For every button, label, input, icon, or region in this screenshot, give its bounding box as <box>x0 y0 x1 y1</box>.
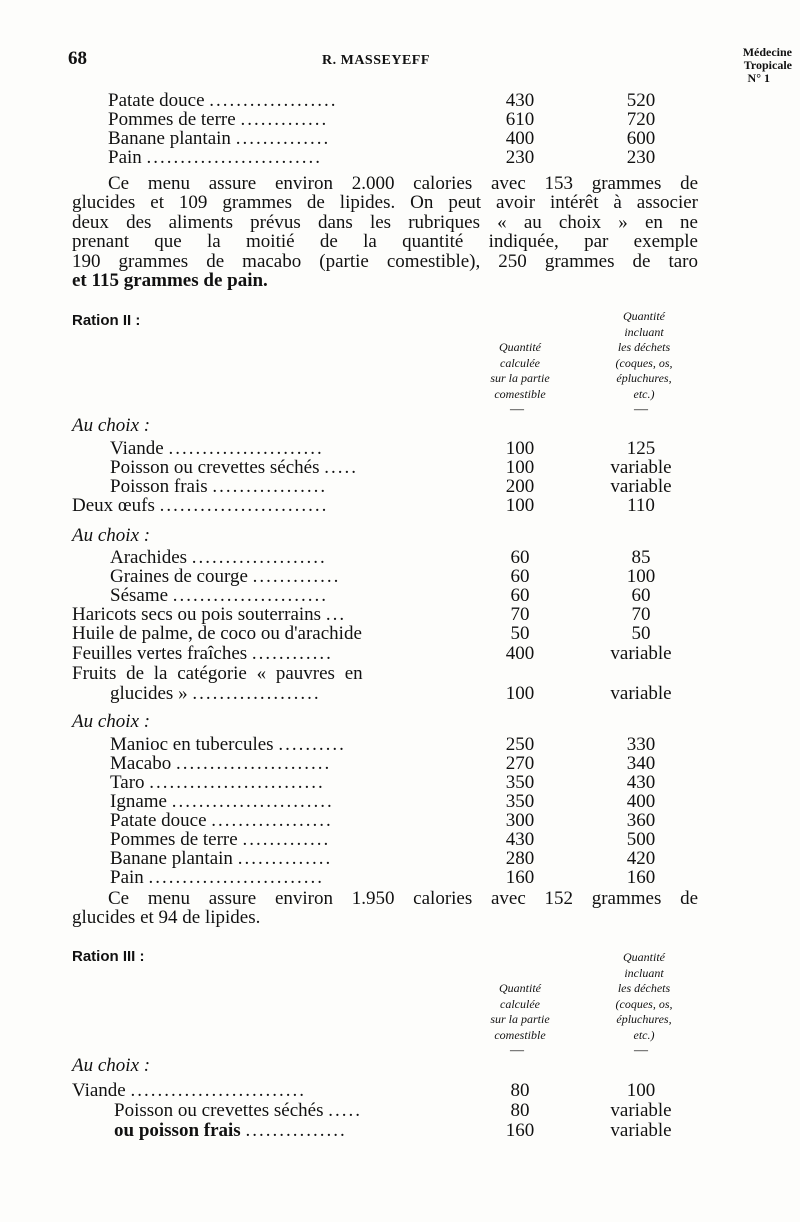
column-dash: — <box>510 402 524 417</box>
food-label: Banane plantain <box>108 128 231 149</box>
food-label: Taro <box>110 772 145 793</box>
paragraph-line: glucides et 109 grammes de lipides. On peut avoir intérêt à associer <box>72 192 698 214</box>
value-with-waste: 70 <box>631 604 651 625</box>
table-row <box>0 773 800 793</box>
value-with-waste: 100 <box>626 566 656 587</box>
table-row <box>0 735 800 755</box>
value-edible: 80 <box>510 1080 530 1101</box>
table-row <box>0 830 800 850</box>
leader-dots: .................... <box>191 547 327 568</box>
leader-dots: .......................... <box>148 867 325 888</box>
section-heading-ration-3: Ration III : <box>72 948 145 965</box>
value-edible: 430 <box>505 829 535 850</box>
leader-dots: ................... <box>209 90 338 111</box>
value-edible: 200 <box>505 476 535 497</box>
leader-dots: ... <box>325 604 347 625</box>
header-line: Quantité <box>499 340 541 354</box>
leader-dots: ....................... <box>175 753 332 774</box>
table-row <box>0 1081 800 1101</box>
header-line: (coques, os, <box>615 355 673 370</box>
value-with-waste: 330 <box>626 734 656 755</box>
food-label: Pain <box>108 147 142 168</box>
value-with-waste: 160 <box>626 867 656 888</box>
journal-name <box>692 46 792 85</box>
value-edible: 270 <box>505 753 535 774</box>
value-edible: 160 <box>505 867 535 888</box>
food-label: Fruits de la catégorie « pauvres en <box>72 663 363 684</box>
leader-dots: .......... <box>278 734 346 755</box>
paragraph-line: glucides et 94 de lipides. <box>72 907 261 929</box>
food-label: ou poisson frais <box>114 1120 241 1141</box>
value-edible: 280 <box>505 848 535 869</box>
table-row <box>0 868 800 888</box>
leader-dots: ................. <box>212 476 328 497</box>
header-line: épluchures, <box>616 1012 672 1026</box>
header-line: calculée <box>500 996 540 1011</box>
value-edible: 350 <box>505 791 535 812</box>
value-edible: 100 <box>505 683 535 704</box>
food-label: Sésame <box>110 585 169 606</box>
au-choix-label: Au choix : <box>72 525 151 546</box>
leader-dots: .............. <box>235 128 331 149</box>
table-row <box>0 496 800 516</box>
food-label: Huile de palme, de coco ou d'arachide <box>72 623 362 644</box>
value-with-waste: variable <box>610 476 672 497</box>
paragraph-line: et 115 grammes de pain. <box>72 269 268 291</box>
body-paragraph <box>72 889 698 928</box>
value-with-waste: 600 <box>626 128 656 149</box>
value-edible: 250 <box>505 734 535 755</box>
table-row <box>0 586 800 606</box>
header-line: incluant <box>624 324 664 339</box>
value-edible: 100 <box>505 495 535 516</box>
table-row <box>0 129 800 149</box>
food-label: Pommes de terre <box>108 109 236 130</box>
food-label: Macabo <box>110 753 172 774</box>
food-label: Poisson ou crevettes séchés <box>114 1100 324 1121</box>
value-with-waste: 125 <box>626 438 656 459</box>
leader-dots: ............ <box>251 643 333 664</box>
leader-dots: .................. <box>211 810 333 831</box>
value-with-waste: 100 <box>626 1080 656 1101</box>
value-with-waste: variable <box>610 1100 672 1121</box>
value-with-waste: 420 <box>626 848 656 869</box>
value-edible: 70 <box>510 604 530 625</box>
value-with-waste: 340 <box>626 753 656 774</box>
food-label: Manioc en tubercules <box>110 734 274 755</box>
food-label: Patate douce <box>108 90 205 111</box>
paragraph-line: Ce menu assure environ 1.950 calories avec 152 grammes de <box>108 888 698 909</box>
food-label: Pommes de terre <box>110 829 238 850</box>
table-row <box>0 605 800 625</box>
paragraph-line: 190 grammes de macabo (partie comestible), 250 grammes de taro <box>72 250 698 272</box>
leader-dots: ......................... <box>159 495 329 516</box>
food-label: Banane plantain <box>110 848 233 869</box>
header-line: etc.) <box>633 386 655 401</box>
value-with-waste: 720 <box>626 109 656 130</box>
column-header-edible <box>470 981 570 1043</box>
column-header-with-waste <box>586 950 702 1043</box>
header-line: incluant <box>624 965 664 980</box>
value-edible: 610 <box>505 109 535 130</box>
au-choix-label: Au choix : <box>72 1055 151 1076</box>
leader-dots: ............. <box>252 566 341 587</box>
table-row <box>0 792 800 812</box>
header-line: Quantité <box>499 981 541 995</box>
leader-dots: ............. <box>240 109 329 130</box>
value-with-waste: 60 <box>631 585 651 606</box>
value-with-waste: 230 <box>626 147 656 168</box>
value-with-waste: variable <box>610 643 672 664</box>
table-row <box>0 1101 800 1121</box>
table-row <box>0 664 800 684</box>
value-with-waste: variable <box>610 457 672 478</box>
value-edible: 430 <box>505 90 535 111</box>
value-with-waste: 520 <box>626 90 656 111</box>
leader-dots: ....................... <box>172 585 329 606</box>
running-header-author: R. MASSEYEFF <box>322 53 430 68</box>
food-label: Arachides <box>110 547 188 568</box>
food-label: Viande <box>110 438 164 459</box>
header-line: (coques, os, <box>615 996 673 1011</box>
header-line: Quantité <box>623 309 665 323</box>
value-edible: 350 <box>505 772 535 793</box>
column-dash: — <box>510 1043 524 1058</box>
food-label: Deux œufs <box>72 495 155 516</box>
header-line: comestible <box>494 1027 546 1042</box>
header-line: comestible <box>494 386 546 401</box>
journal-line: Tropicale <box>743 58 792 72</box>
page-number: 68 <box>68 48 87 69</box>
table-row <box>0 644 800 664</box>
leader-dots: ..... <box>324 457 358 478</box>
leader-dots: .......................... <box>146 147 323 168</box>
au-choix-label: Au choix : <box>72 711 151 732</box>
value-edible: 160 <box>505 1120 535 1141</box>
leader-dots: .......................... <box>130 1080 306 1101</box>
value-with-waste: variable <box>610 1120 672 1141</box>
header-line: épluchures, <box>616 371 672 385</box>
food-label: Igname <box>110 791 167 812</box>
column-dash: — <box>634 402 648 417</box>
leader-dots: ....................... <box>168 438 324 459</box>
value-edible: 60 <box>510 547 530 568</box>
value-with-waste: 50 <box>631 623 651 644</box>
value-edible: 60 <box>510 566 530 587</box>
food-label: glucides » <box>110 683 188 704</box>
table-row <box>0 439 800 459</box>
value-edible: 400 <box>505 128 535 149</box>
table-row <box>0 624 800 644</box>
table-row <box>0 811 800 831</box>
value-with-waste: 400 <box>626 791 656 812</box>
table-row <box>0 1121 800 1141</box>
value-edible: 400 <box>505 643 535 664</box>
food-label: Viande <box>72 1080 126 1101</box>
journal-line: Médecine <box>742 45 792 59</box>
column-dash: — <box>634 1043 648 1058</box>
table-row <box>0 849 800 869</box>
table-row <box>0 754 800 774</box>
value-with-waste: 430 <box>626 772 656 793</box>
header-line: les déchets <box>617 340 671 354</box>
value-with-waste: 110 <box>627 495 655 516</box>
header-line: les déchets <box>617 981 671 995</box>
leader-dots: .......................... <box>149 772 325 793</box>
au-choix-label: Au choix : <box>72 415 151 436</box>
table-row <box>0 567 800 587</box>
paragraph-line: prenant que la moitié de la quantité indiquée, par exemple <box>72 231 698 253</box>
value-edible: 100 <box>505 457 535 478</box>
table-row <box>0 110 800 130</box>
header-line: etc.) <box>633 1027 655 1042</box>
table-row <box>0 548 800 568</box>
leader-dots: ..... <box>328 1100 362 1121</box>
food-label: Poisson frais <box>110 476 208 497</box>
header-line: calculée <box>500 355 540 370</box>
value-with-waste: 85 <box>631 547 651 568</box>
food-label: Feuilles vertes fraîches <box>72 643 248 664</box>
paragraph-line: deux des aliments prévus dans les rubriques « au choix » en ne <box>72 211 698 233</box>
value-with-waste: 500 <box>626 829 656 850</box>
table-row <box>0 91 800 111</box>
food-label: Pain <box>110 867 144 888</box>
table-row <box>0 148 800 168</box>
paragraph-line: Ce menu assure environ 2.000 calories avec 153 grammes de <box>108 173 698 194</box>
value-edible: 100 <box>505 438 535 459</box>
header-line: Quantité <box>623 950 665 964</box>
value-edible: 60 <box>510 585 530 606</box>
table-row <box>0 477 800 497</box>
food-label: Graines de courge <box>110 566 248 587</box>
leader-dots: .............. <box>237 848 333 869</box>
leader-dots: ............. <box>242 829 331 850</box>
body-paragraph <box>72 174 698 290</box>
column-header-edible <box>470 340 570 402</box>
section-heading-ration-2: Ration II : <box>72 312 141 329</box>
header-line: sur la partie <box>490 371 550 385</box>
value-edible: 80 <box>510 1100 530 1121</box>
value-with-waste: 360 <box>626 810 656 831</box>
value-edible: 230 <box>505 147 535 168</box>
value-edible: 50 <box>510 623 530 644</box>
food-label: Poisson ou crevettes séchés <box>110 457 320 478</box>
header-line: sur la partie <box>490 1012 550 1026</box>
journal-issue: N° 1 <box>747 71 770 85</box>
food-label: Haricots secs ou pois souterrains <box>72 604 322 625</box>
table-row <box>0 684 800 704</box>
leader-dots: ........................ <box>171 791 334 812</box>
leader-dots: ................... <box>192 683 321 704</box>
table-row <box>0 458 800 478</box>
food-label: Patate douce <box>110 810 207 831</box>
value-edible: 300 <box>505 810 535 831</box>
leader-dots: ............... <box>245 1120 347 1141</box>
column-header-with-waste <box>586 309 702 402</box>
value-with-waste: variable <box>610 683 672 704</box>
